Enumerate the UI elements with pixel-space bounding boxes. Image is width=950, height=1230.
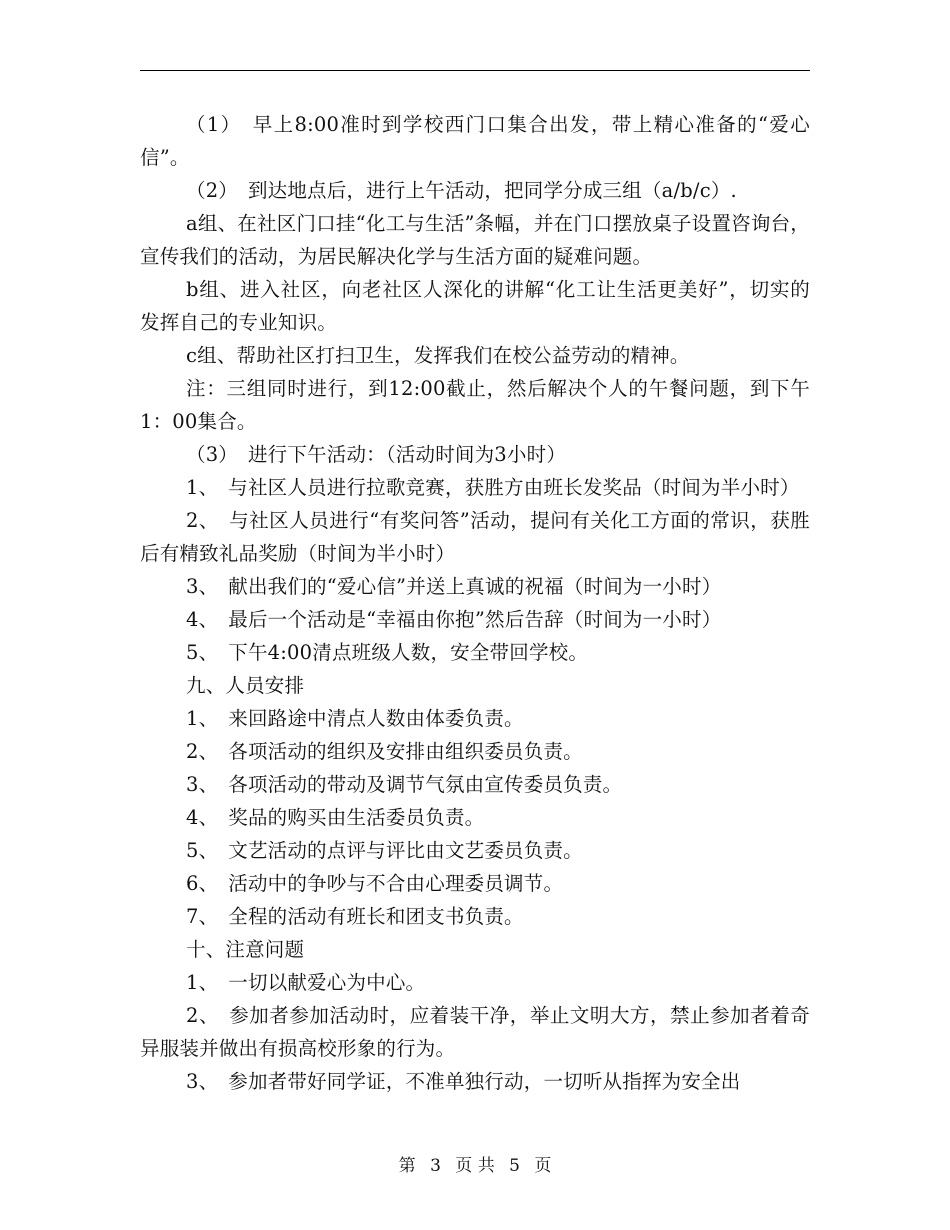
paragraph-group-b: b组、进入社区，向老社区人深化的讲解“化工让生活更美好”，切实的发挥自己的专业知识。 [140,278,810,334]
header-rule [140,70,810,71]
list-item-afternoon-3: 3、 献出我们的“爱心信”并送上真诚的祝福（时间为一小时） [186,575,722,598]
paragraph-group-a: a组、在社区门口挂“化工与生活”条幅，并在门口摆放桌子设置咨询台，宣传我们的活动，为居民解决化学与生活方面的疑难问题。 [140,212,810,268]
list-item-afternoon-4: 4、 最后一个活动是“幸福由你抱”然后告辞（时间为一小时） [186,608,722,631]
footer-suffix: 页 [534,1156,552,1176]
section-heading-staffing: 九、人员安排 [186,674,305,697]
list-item-staffing-1: 1、 来回路途中清点人数由体委负责。 [186,707,524,730]
footer-page-number: 3 [430,1156,441,1176]
paragraph-group-c: c组、帮助社区打扫卫生，发挥我们在校公益劳动的精神。 [186,344,690,367]
footer-total-pages: 5 [509,1156,520,1176]
footer-prefix: 第 [398,1156,416,1176]
paragraph-morning-activity: （2） 到达地点后，进行上午活动，把同学分成三组（a/b/c）. [186,179,737,202]
page-footer [0,1154,950,1178]
list-item-afternoon-5: 5、 下午4:00清点班级人数，安全带回学校。 [186,641,589,664]
list-item-notes-3: 3、 参加者带好同学证，不准单独行动，一切听从指挥为安全出 [186,1070,741,1093]
list-item-notes-1: 1、 一切以献爱心为中心。 [186,971,426,994]
list-item-staffing-5: 5、 文艺活动的点评与评比由文艺委员负责。 [186,839,583,862]
list-item-staffing-2: 2、 各项活动的组织及安排由组织委员负责。 [186,740,583,763]
list-item-staffing-7: 7、 全程的活动有班长和团支书负责。 [186,905,524,928]
document-body [140,108,810,1098]
footer-middle: 页 共 [455,1156,495,1176]
list-item-staffing-6: 6、 活动中的争吵与不合由心理委员调节。 [186,872,564,895]
list-item-notes-2: 2、 参加者参加活动时，应着装干净，举止文明大方，禁止参加者着奇异服装并做出有损高校形象的行为。 [140,1004,810,1060]
list-item-afternoon-2: 2、 与社区人员进行“有奖问答”活动，提问有关化工方面的常识，获胜后有精致礼品奖励（时间为半小时） [140,509,810,565]
list-item-afternoon-1: 1、 与社区人员进行拉歌竞赛，获胜方由班长发奖品（时间为半小时） [186,476,800,499]
paragraph-note: 注：三组同时进行，到12:00截止，然后解决个人的午餐问题，到下午1：00集合。 [140,377,810,433]
section-heading-notes: 十、注意问题 [186,938,305,961]
list-item-staffing-3: 3、 各项活动的带动及调节气氛由宣传委员负责。 [186,773,623,796]
paragraph-morning-assembly: （1） 早上8:00准时到学校西门口集合出发，带上精心准备的“爱心信”。 [140,113,810,169]
list-item-staffing-4: 4、 奖品的购买由生活委员负责。 [186,806,485,829]
paragraph-afternoon-activity: （3） 进行下午活动：（活动时间为3小时） [186,443,567,466]
